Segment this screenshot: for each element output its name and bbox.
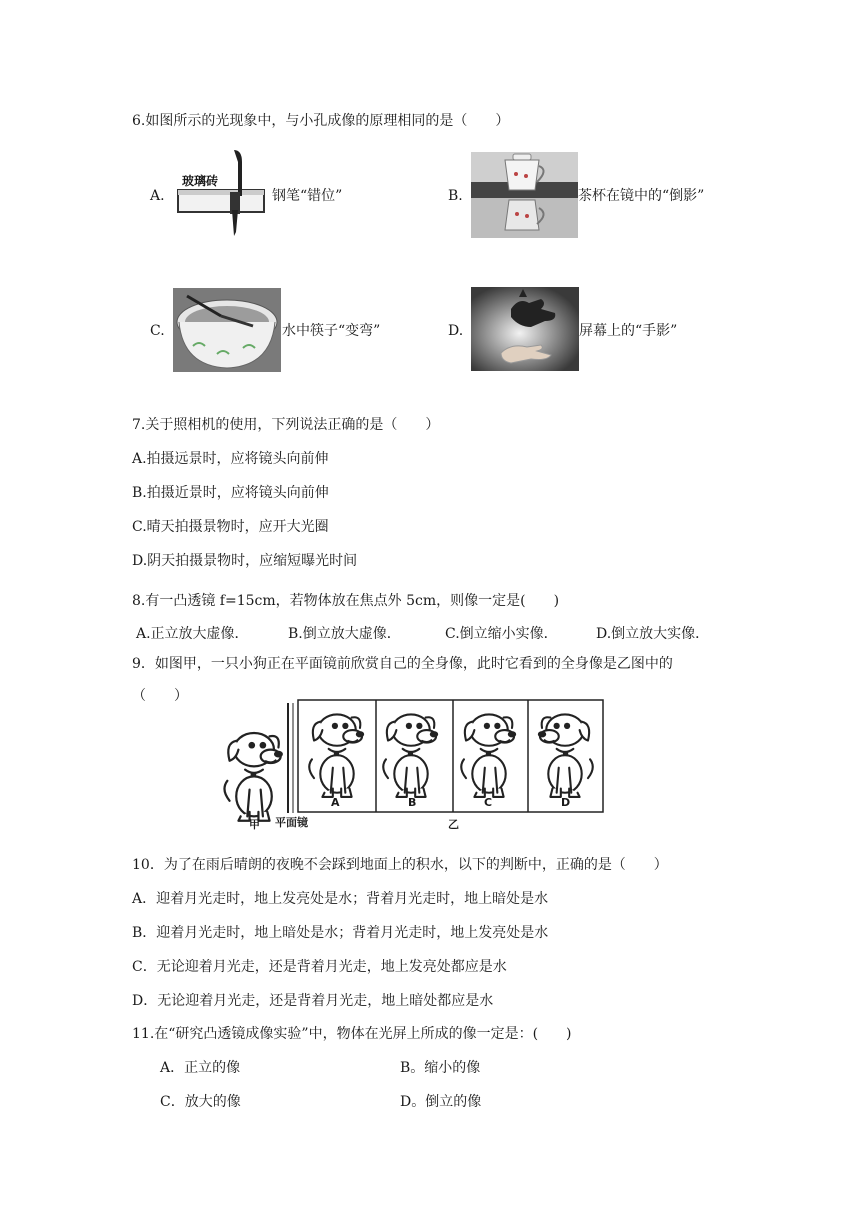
q6-option-d-text: 屏幕上的“手影” bbox=[579, 323, 678, 339]
q9-panel-label-a: A bbox=[331, 796, 340, 809]
q6-option-b-image bbox=[471, 152, 578, 238]
q9-label-mirror: 平面镜 bbox=[275, 816, 308, 829]
q6-option-b-letter: B. bbox=[448, 188, 463, 204]
q9-stem-continued: （ ） bbox=[132, 688, 188, 704]
q8-option-b: B.倒立放大虚像． bbox=[288, 626, 401, 642]
q7-option-d: D.阴天拍摄景物时，应缩短曝光时间 bbox=[132, 553, 358, 569]
q10-option-a: A．迎着月光走时，地上发亮处是水；背着月光走时，地上暗处是水 bbox=[132, 891, 549, 907]
q8-option-d: D.倒立放大实像． bbox=[596, 626, 710, 642]
dog-option-a bbox=[309, 714, 364, 797]
q7-option-a: A.拍摄远景时，应将镜头向前伸 bbox=[132, 451, 329, 467]
q9-label-yi: 乙 bbox=[448, 818, 459, 831]
q6-option-c-image bbox=[173, 288, 281, 372]
q9-panel-label-b: B bbox=[408, 796, 417, 809]
q11-option-b: B。缩小的像 bbox=[400, 1060, 481, 1076]
q6-option-a-image bbox=[172, 148, 272, 240]
dog-option-d bbox=[538, 714, 593, 797]
q6-option-c-letter: C. bbox=[150, 323, 165, 339]
q7-option-b: B.拍摄近景时，应将镜头向前伸 bbox=[132, 485, 329, 501]
q6-option-a-letter: A. bbox=[150, 188, 165, 204]
q6-option-d-image bbox=[471, 287, 579, 371]
q6-option-d-letter: D. bbox=[448, 323, 464, 339]
q7-option-c: C.晴天拍摄景物时，应开大光圈 bbox=[132, 519, 329, 535]
q8-option-c: C.倒立缩小实像． bbox=[445, 626, 558, 642]
q9-label-jia: 甲 bbox=[249, 818, 260, 831]
q6-option-b-text: 茶杯在镜中的“倒影” bbox=[578, 188, 705, 204]
q6-option-c-text: 水中筷子“变弯” bbox=[282, 323, 381, 339]
q10-option-b: B．迎着月光走时，地上暗处是水；背着月光走时，地上发亮处是水 bbox=[132, 925, 549, 941]
q8-stem: 8.有一凸透镜 f=15cm，若物体放在焦点外 5cm，则像一定是( ) bbox=[132, 593, 560, 609]
dog-option-b bbox=[383, 714, 438, 797]
q10-option-d: D．无论迎着月光走，还是背着月光走，地上暗处都应是水 bbox=[132, 993, 494, 1009]
q7-stem: 7.关于照相机的使用，下列说法正确的是（ ） bbox=[132, 417, 440, 433]
q11-option-c: C．放大的像 bbox=[160, 1094, 241, 1110]
dog-original bbox=[224, 733, 282, 821]
q8-option-a: A.正立放大虚像． bbox=[136, 626, 249, 642]
q6-option-a-text: 钢笔“错位” bbox=[272, 188, 343, 204]
q11-option-d: D。倒立的像 bbox=[400, 1094, 482, 1110]
q9-panel-label-c: C bbox=[484, 796, 493, 809]
q11-stem: 11.在“研究凸透镜成像实验”中，物体在光屏上所成的像一定是：( ) bbox=[132, 1026, 572, 1042]
q9-stem: 9．如图甲，一只小狗正在平面镜前欣赏自己的全身像，此时它看到的全身像是乙图中的 bbox=[132, 656, 673, 672]
q11-option-a: A．正立的像 bbox=[160, 1060, 241, 1076]
q9-panel-label-d: D bbox=[561, 796, 571, 809]
glass-brick-label: 玻璃砖 bbox=[182, 174, 219, 188]
q10-stem: 10．为了在雨后晴朗的夜晚不会踩到地面上的积水，以下的判断中，正确的是（ ） bbox=[132, 857, 668, 873]
q10-option-c: C．无论迎着月光走，还是背着月光走，地上发亮处都应是水 bbox=[132, 959, 507, 975]
dog-option-c bbox=[461, 714, 516, 797]
q9-figure bbox=[218, 695, 608, 835]
q6-stem: 6.如图所示的光现象中，与小孔成像的原理相同的是（ ） bbox=[132, 113, 510, 129]
